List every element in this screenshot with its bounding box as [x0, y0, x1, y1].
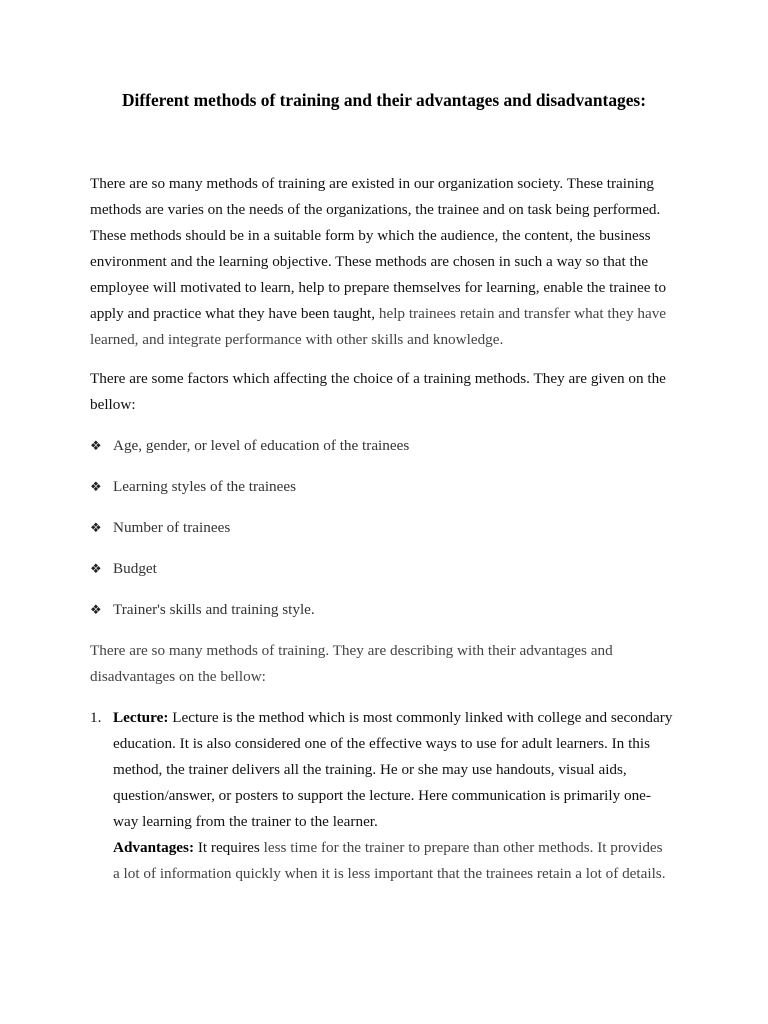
advantages-text: less time for the trainer to prepare than other methods. It provides a lot of information quickly when it is less important that the trainees retain a lot of details.	[113, 839, 666, 882]
diamond-bullet-icon: ❖	[90, 520, 102, 535]
diamond-bullet-icon: ❖	[90, 561, 102, 576]
document-title: Different methods of training and their advantages and disadvantages:	[121, 90, 646, 110]
method-body	[113, 705, 673, 887]
diamond-bullet-icon: ❖	[90, 602, 102, 617]
list-item	[90, 515, 680, 556]
list-item	[90, 433, 680, 474]
diamond-bullet-icon: ❖	[90, 479, 102, 494]
method-description-text: Lecture is the method which is most commonly linked with college and secondary education. It is also considered one of the effective ways to use for adult learners. In this method, the trainer delivers all the training. He or she may use handouts, visual aids, question/answer, or posters to support the lecture. Here communication is primarily one-way learning from the trainer to the learner.	[113, 709, 673, 830]
intro-text: There are so many methods of training are existed in our organization society. These training methods are varies on the needs of the organizations, the trainee and on task being performed. These methods should be in a suitable form by which the audience, the content, the business environment and the learning objective. These methods are chosen in such a way so that the employee will motivated to learn, help to prepare themselves for learning, enable the trainee to apply and practice what they have been taught,	[90, 175, 667, 322]
advantages-label: Advantages:	[113, 839, 195, 856]
intro-paragraph	[90, 171, 680, 353]
method-advantages	[113, 835, 673, 887]
intro-text-continued: help trainees retain and transfer what they have learned, and integrate performance with other skills and knowledge.	[90, 305, 667, 348]
methods-intro-paragraph: There are so many methods of training. They are describing with their advantages and disadvantages on the bellow:	[90, 642, 613, 685]
factor-text: Age, gender, or level of education of the trainees	[113, 437, 410, 454]
factor-text: Budget	[113, 560, 157, 577]
factors-intro-paragraph: There are some factors which affecting the choice of a training methods. They are given on the bellow:	[90, 370, 666, 413]
factor-text: Trainer's skills and training style.	[113, 601, 315, 618]
list-item	[90, 556, 680, 597]
factor-text: Number of trainees	[113, 519, 231, 536]
factor-text: Learning styles of the trainees	[113, 478, 297, 495]
advantages-lead: It requires	[194, 839, 260, 856]
method-number: 1.	[90, 709, 102, 726]
factors-list	[90, 433, 680, 638]
diamond-bullet-icon: ❖	[90, 438, 102, 453]
method-description	[113, 705, 673, 835]
list-item	[90, 597, 680, 638]
method-name: Lecture:	[113, 709, 169, 726]
list-item	[90, 474, 680, 515]
